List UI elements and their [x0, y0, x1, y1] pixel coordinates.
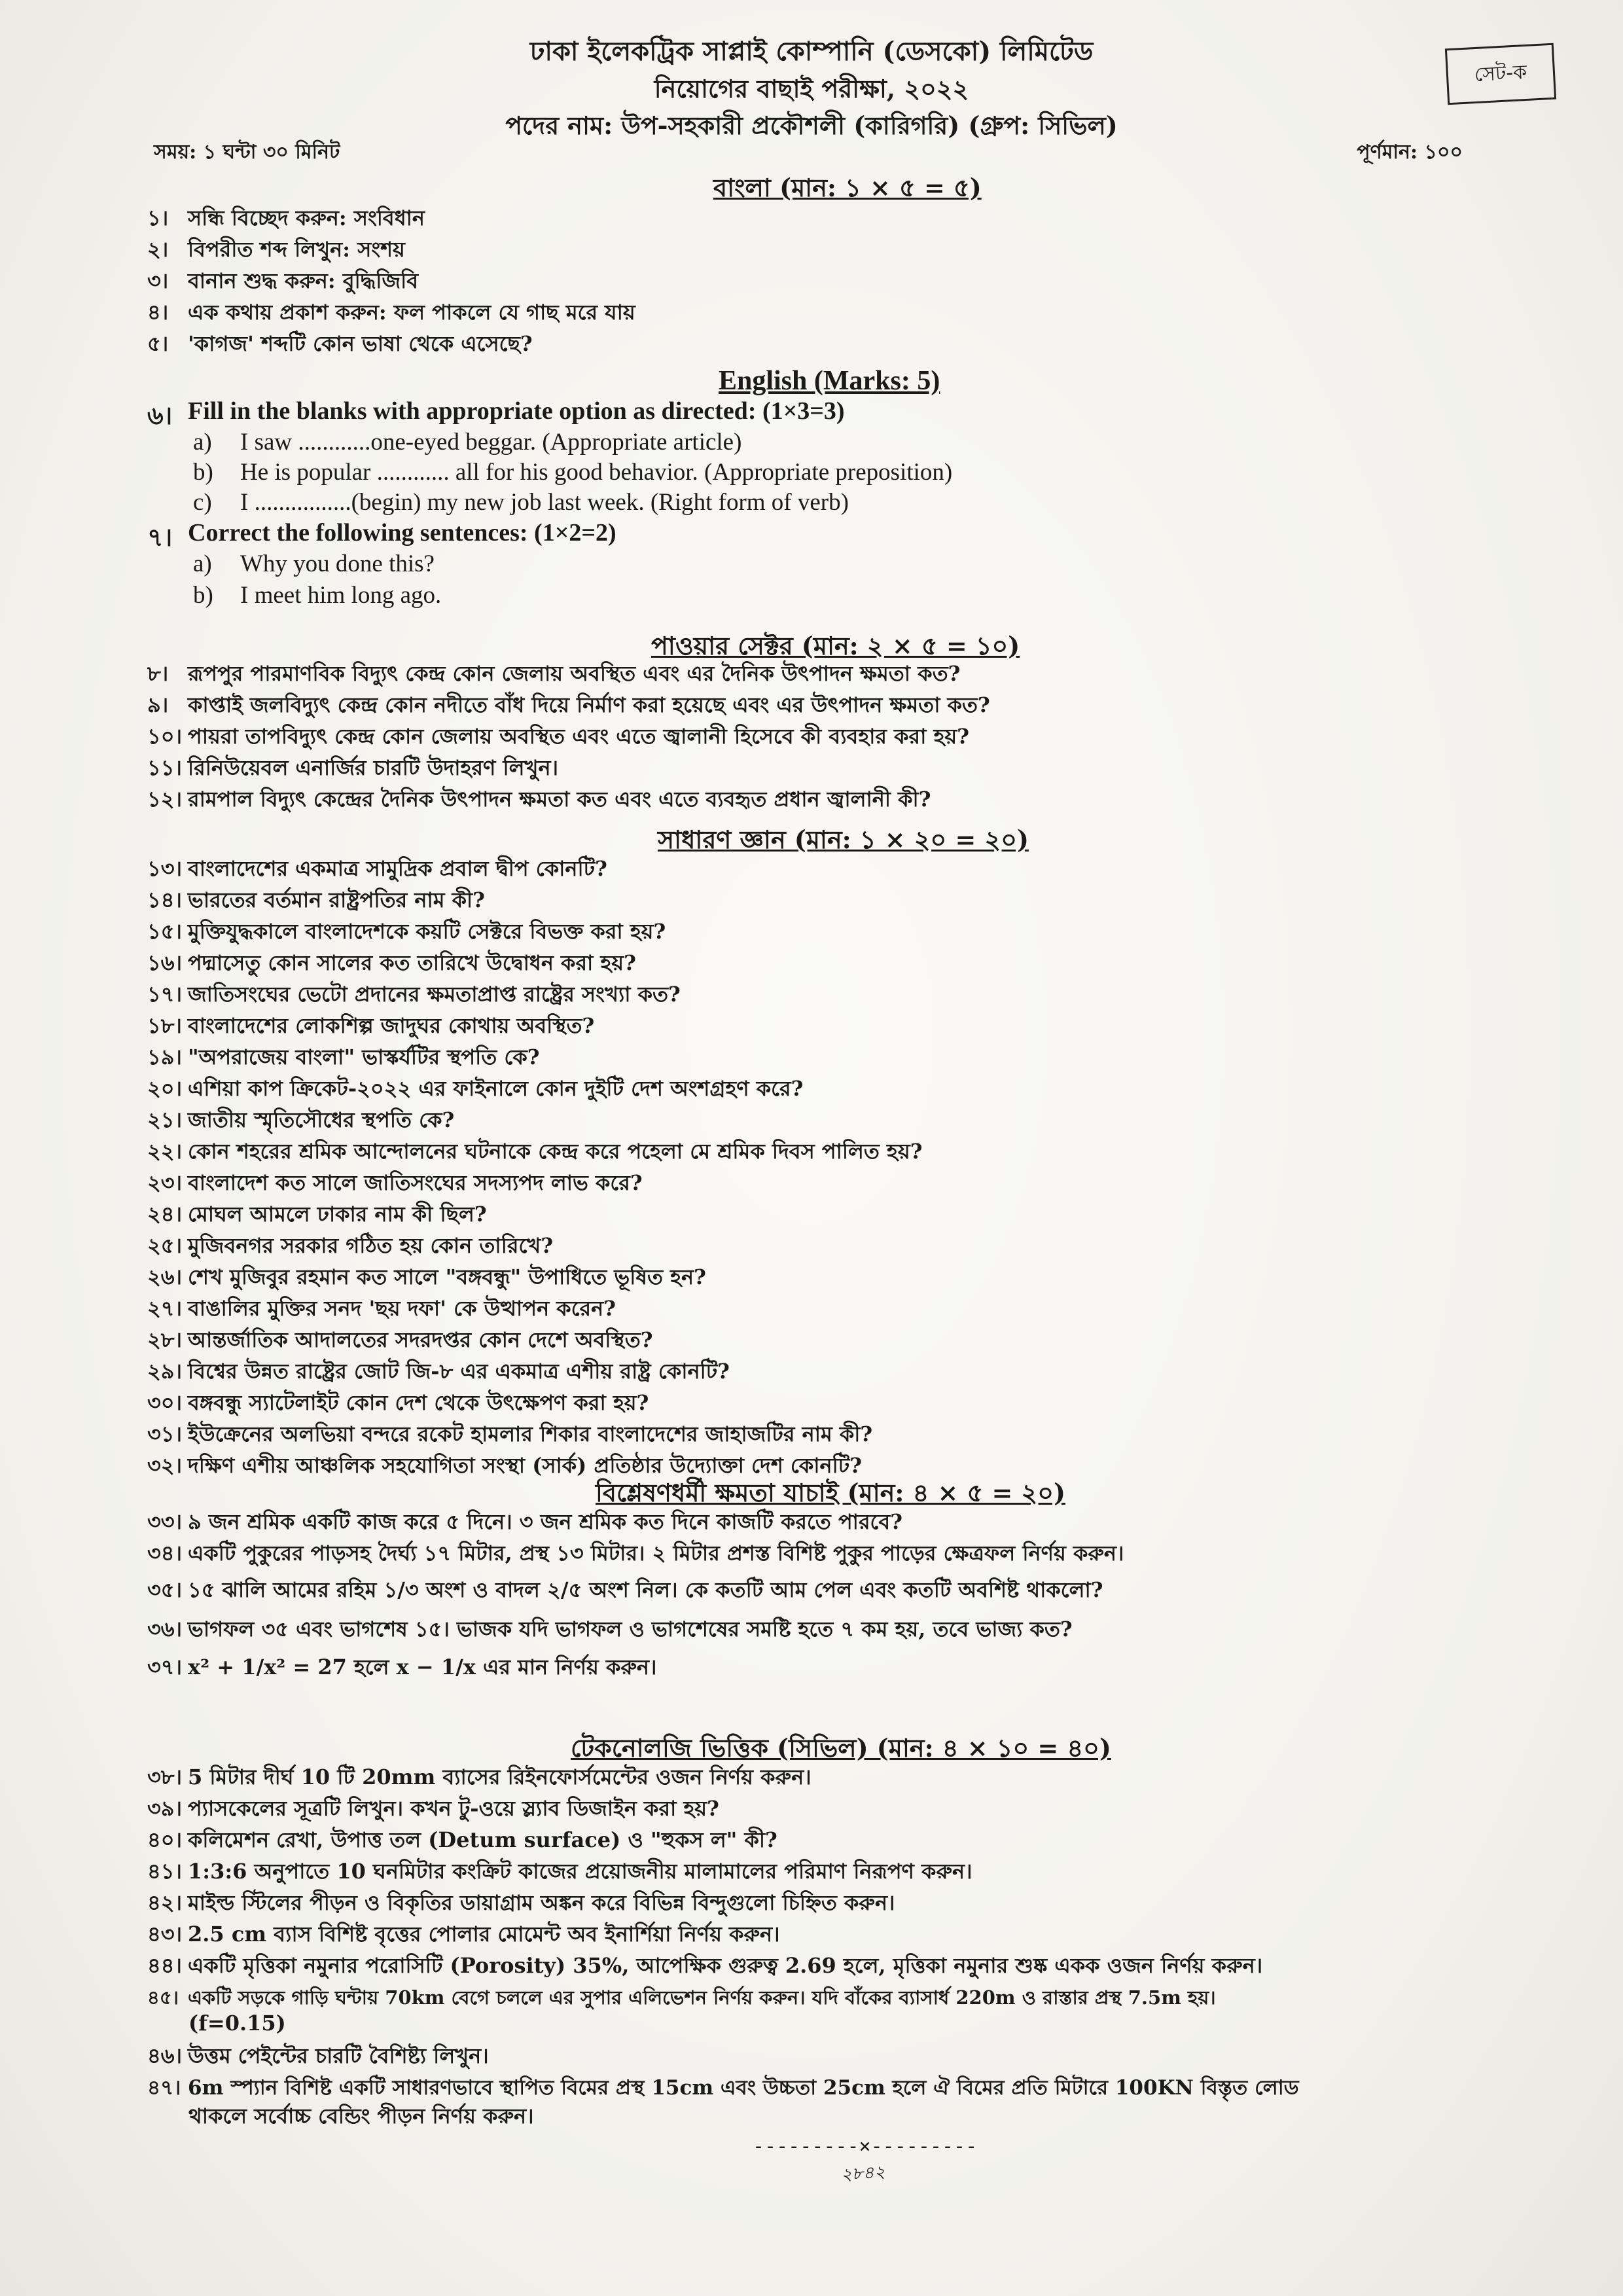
question-text: এশিয়া কাপ ক্রিকেট-২০২২ এর ফাইনালে কোন দুইটি দেশ অংশগ্রহণ করে? [188, 1076, 804, 1101]
question-text: রামপাল বিদ্যুৎ কেন্দ্রের দৈনিক উৎপাদন ক্ষমতা কত এবং এতে ব্যবহৃত প্রধান জ্বালানী কী? [188, 787, 931, 812]
question-text: ভারতের বর্তমান রাষ্ট্রপতির নাম কী? [188, 888, 485, 912]
question-11 [147, 751, 558, 787]
item-text: I saw ............one-eyed beggar. (Appropriate article) [240, 429, 742, 456]
question-text: মুক্তিযুদ্ধকালে বাংলাদেশকে কয়টি সেক্টরে বিভক্ত করা হয়? [188, 919, 666, 944]
question-number: ২৪। [147, 1202, 183, 1227]
question-text: রিনিউয়েবল এনার্জির চারটি উদাহরণ লিখুন। [188, 755, 559, 780]
question-number: ৩২। [147, 1453, 183, 1478]
question-number: ৪৪। [147, 1953, 182, 1978]
question-text: ভাগফল ৩৫ এবং ভাগশেষ ১৫। ভাজক যদি ভাগফল ও ভাগশেষের সমষ্টি হতে ৭ কম হয়, তবে ভাজ্য কত? [188, 1617, 1073, 1641]
question-40 [147, 1823, 777, 1859]
question-number: ৭। [147, 524, 173, 552]
question-46 [147, 2039, 489, 2075]
question-text: 2.5 cm ব্যাস বিশিষ্ট বৃত্তের পোলার মোমেন্ট অব ইনার্শিয়া নির্ণয় করুন। [188, 1922, 780, 1946]
section-bangla-title: বাংলা (মান: ১ × ৫ = ৫) [713, 173, 982, 202]
question-26 [147, 1261, 706, 1296]
question-38 [147, 1761, 812, 1796]
question-text: 6m স্প্যান বিশিষ্ট একটি সাধারণভাবে স্থাপিত বিমের প্রস্থ 15cm এবং উচ্চতা 25cm হলে ঐ বিমের প্রতি মিটারে 100KN বিস্তৃত লোড [188, 2076, 1299, 2100]
question-31 [147, 1418, 872, 1453]
question-number: ৩৬। [147, 1617, 183, 1641]
question-number: ২২। [147, 1139, 183, 1164]
question-text: মুজিবনগর সরকার গঠিত হয় কোন তারিখে? [188, 1233, 554, 1258]
question-number: ১২। [147, 787, 183, 812]
question-45 [147, 1983, 1216, 2015]
question-42 [147, 1886, 895, 1922]
question-number: ৪১। [147, 1859, 182, 1884]
english-item [193, 550, 435, 578]
question-text: বাঙালির মুক্তির সনদ 'ছয় দফা' কে উত্থাপন করেন? [188, 1296, 616, 1321]
question-9 [147, 689, 990, 724]
question-text: বিশ্বের উন্নত রাষ্ট্রের জোট জি-৮ এর একমাত্র এশীয় রাষ্ট্র কোনটি? [188, 1359, 730, 1384]
question-23 [147, 1166, 643, 1202]
question-5 [147, 327, 533, 363]
post-name: পদের নাম: উপ-সহকারী প্রকৌশলী (কারিগরি) (গ্রুপ: সিভিল) [505, 111, 1118, 140]
question-text: Correct the following sentences: (1×2=2) [188, 519, 616, 547]
question-text: বাংলাদেশ কত সালে জাতিসংঘের সদস্যপদ লাভ করে? [188, 1170, 643, 1195]
item-text: He is popular ............ all for his good behavior. (Appropriate preposition) [240, 459, 953, 486]
question-12 [147, 783, 931, 818]
question-number: ৩০। [147, 1390, 183, 1415]
question-number: ৪০। [147, 1827, 183, 1852]
question-22 [147, 1135, 922, 1170]
question-number: ১৭। [147, 982, 183, 1007]
question-text: দক্ষিণ এশীয় আঞ্চলিক সহযোগিতা সংস্থা (সার্ক) প্রতিষ্ঠার উদ্যোক্তা দেশ কোনটি? [188, 1453, 862, 1478]
set-label-box: সেট-ক [1445, 43, 1556, 105]
question-20 [147, 1072, 803, 1107]
question-45-continuation: (f=0.15) [188, 2011, 286, 2036]
question-number: ২৮। [147, 1327, 183, 1352]
question-text: x² + 1/x² = 27 হলে x − 1/x এর মান নির্ণয় করুন। [188, 1655, 657, 1679]
question-number: ৬। [147, 403, 173, 430]
question-text: মোঘল আমলে ঢাকার নাম কী ছিল? [188, 1202, 487, 1227]
question-number: ৪২। [147, 1890, 183, 1915]
question-text: পায়রা তাপবিদ্যুৎ কেন্দ্র কোন জেলায় অবস্থিত এবং এতে জ্বালানী হিসেবে কী ব্যবহার করা হয়? [188, 724, 969, 749]
question-number: ২০। [147, 1076, 183, 1101]
question-14 [147, 884, 485, 919]
question-number: ৩৩। [147, 1509, 183, 1534]
question-text: কাপ্তাই জলবিদ্যুৎ কেন্দ্র কোন নদীতে বাঁধ দিয়ে নির্মাণ করা হয়েছে এবং এর উৎপাদন ক্ষমতা কত? [188, 692, 990, 717]
question-text: ৯ জন শ্রমিক একটি কাজ করে ৫ দিনে। ৩ জন শ্রমিক কত দিনে কাজটি করতে পারবে? [188, 1509, 902, 1534]
question-text: কোন শহরের শ্রমিক আন্দোলনের ঘটনাকে কেন্দ্র করে পহেলা মে শ্রমিক দিবস পালিত হয়? [188, 1139, 923, 1164]
item-label: a) [193, 550, 212, 577]
question-number: ৪৩। [147, 1922, 183, 1946]
question-19 [147, 1041, 540, 1076]
english-item [193, 428, 741, 456]
question-number: ২৯। [147, 1359, 183, 1384]
question-text: বাংলাদেশের একমাত্র সামুদ্রিক প্রবাল দ্বীপ কোনটি? [188, 856, 607, 881]
question-text: 5 মিটার দীর্ঘ 10 টি 20mm ব্যাসের রিইনফোর্সমেন্টের ওজন নির্ণয় করুন। [188, 1765, 812, 1789]
item-text: I meet him long ago. [240, 582, 442, 609]
question-2 [147, 233, 405, 268]
question-text: কলিমেশন রেখা, উপাত্ত তল (Detum surface) ও "হুকস ল" কী? [188, 1827, 777, 1852]
question-text: বানান শুদ্ধ করুন: বুদ্ধিজিবি [188, 268, 419, 293]
question-number: ৩১। [147, 1422, 183, 1446]
question-number: ৪৭। [147, 2076, 181, 2100]
question-number: ১৯। [147, 1045, 182, 1069]
question-number: ১৮। [147, 1013, 182, 1038]
question-number: ২৭। [147, 1296, 183, 1321]
english-item [193, 488, 849, 516]
question-text: এক কথায় প্রকাশ করুন: ফল পাকলে যে গাছ মরে যায় [188, 300, 635, 325]
question-number: ১৪। [147, 888, 182, 912]
item-text: Why you done this? [240, 550, 435, 577]
question-text: মাইল্ড স্টিলের পীড়ন ও বিকৃতির ডায়াগ্রাম অঙ্কন করে বিভিন্ন বিন্দুগুলো চিহ্নিত করুন। [188, 1890, 895, 1915]
question-text: একটি পুকুরের পাড়সহ দৈর্ঘ্য ১৭ মিটার, প্রস্থ ১৩ মিটার। ২ মিটার প্রশস্ত বিশিষ্ট পুকুর পাড়ের ক্ষেত্রফল নির্ণয় করুন। [188, 1541, 1124, 1566]
exam-header [0, 33, 1623, 144]
question-24 [147, 1198, 487, 1233]
question-8 [147, 657, 960, 692]
question-37 [147, 1651, 656, 1686]
question-number: ৮। [147, 661, 169, 686]
question-35 [147, 1573, 1103, 1609]
question-25 [147, 1229, 553, 1265]
question-number: ১। [147, 206, 169, 230]
question-number: ৩৪। [147, 1541, 183, 1566]
question-43 [147, 1918, 780, 1953]
item-label: a) [193, 429, 212, 456]
question-number: ৩৭। [147, 1655, 183, 1679]
question-text: একটি মৃত্তিকা নমুনার পরোসিটি (Porosity) 35%, আপেক্ষিক গুরুত্ব 2.69 হলে, মৃত্তিকা নমুনার শুষ্ক একক ওজন নির্ণয় করুন। [188, 1953, 1263, 1978]
question-text: উত্তম পেইন্টের চারটি বৈশিষ্ট্য লিখুন। [188, 2043, 489, 2068]
question-36 [147, 1613, 1073, 1648]
question-number: ২১। [147, 1107, 183, 1132]
question-text: "অপরাজেয় বাংলা" ভাস্কর্যটির স্থপতি কে? [188, 1045, 540, 1069]
question-number: ৩। [147, 268, 169, 293]
question-text: ১৫ ঝালি আমের রহিম ১/৩ অংশ ও বাদল ২/৫ অংশ নিল। কে কতটি আম পেল এবং কতটি অবশিষ্ট থাকলো? [188, 1577, 1103, 1602]
question-41 [147, 1855, 972, 1890]
question-text: জাতীয় স্মৃতিসৌধের স্থপতি কে? [188, 1107, 455, 1132]
item-label: b) [193, 459, 213, 486]
question-13 [147, 852, 607, 888]
question-text: বিপরীত শব্দ লিখুন: সংশয় [188, 237, 405, 262]
question-number: ৯। [147, 692, 169, 717]
question-17 [147, 978, 681, 1013]
question-30 [147, 1386, 649, 1422]
section-power-title: পাওয়ার সেক্টর (মান: ২ × ৫ = ১০) [651, 631, 1020, 660]
question-text: ইউক্রেনের অলভিয়া বন্দরে রকেট হামলার শিকার বাংলাদেশের জাহাজটির নাম কী? [188, 1422, 873, 1446]
question-number: ৫। [147, 331, 169, 356]
question-text: 1:3:6 অনুপাতে 10 ঘনমিটার কংক্রিট কাজের প্রয়োজনীয় মালামালের পরিমাণ নিরূপণ করুন। [188, 1859, 972, 1884]
question-3 [147, 264, 418, 300]
question-39 [147, 1792, 719, 1827]
question-text: রূপপুর পারমাণবিক বিদ্যুৎ কেন্দ্র কোন জেলায় অবস্থিত এবং এর দৈনিক উৎপাদন ক্ষমতা কত? [188, 661, 961, 686]
section-gk-title: সাধারণ জ্ঞান (মান: ১ × ২০ = ২০) [658, 825, 1029, 854]
question-text: শেখ মুজিবুর রহমান কত সালে "বঙ্গবন্ধু" উপাধিতে ভূষিত হন? [188, 1265, 706, 1289]
exam-title: নিয়োগের বাছাই পরীক্ষা, ২০২২ [654, 74, 969, 103]
question-1 [147, 202, 425, 237]
question-text: পদ্মাসেতু কোন সালের কত তারিখে উদ্বোধন করা হয়? [188, 950, 636, 975]
section-analytical-title: বিশ্লেষণধর্মী ক্ষমতা যাচাই (মান: ৪ × ৫ = ২০) [596, 1478, 1065, 1507]
question-number: ১৩। [147, 856, 183, 881]
question-text: Fill in the blanks with appropriate option as directed: (1×3=3) [188, 397, 845, 425]
question-number: ২৬। [147, 1265, 183, 1289]
question-number: ১৫। [147, 919, 182, 944]
question-text: বঙ্গবন্ধু স্যাটেলাইট কোন দেশ থেকে উৎক্ষেপণ করা হয়? [188, 1390, 649, 1415]
handwritten-page-number: ২৮৪২ [840, 2162, 886, 2185]
question-34 [147, 1537, 1124, 1572]
question-number: ৪৬। [147, 2043, 183, 2068]
question-number: ৪৫। [147, 1986, 179, 2009]
question-33 [147, 1505, 902, 1541]
question-number: ১১। [147, 755, 182, 780]
question-number: ১৬। [147, 950, 183, 975]
item-label: b) [193, 582, 213, 609]
question-4 [147, 296, 635, 331]
question-10 [147, 720, 969, 755]
item-text: I ................(begin) my new job last week. (Right form of verb) [240, 489, 849, 516]
question-27 [147, 1292, 616, 1327]
question-text: আন্তর্জাতিক আদালতের সদরদপ্তর কোন দেশে অবস্থিত? [188, 1327, 653, 1352]
exam-time: সময়: ১ ঘন্টা ৩০ মিনিট [154, 141, 340, 164]
question-number: ২৩। [147, 1170, 183, 1195]
question-number: ২। [147, 237, 169, 262]
end-of-paper-line: ---------×--------- [753, 2135, 978, 2158]
question-44 [147, 1949, 1262, 1984]
question-text: বাংলাদেশের লোকশিল্প জাদুঘর কোথায় অবস্থিত? [188, 1013, 595, 1038]
question-text: 'কাগজ' শব্দটি কোন ভাষা থেকে এসেছে? [188, 331, 533, 356]
question-16 [147, 946, 636, 982]
question-15 [147, 915, 666, 950]
question-number: ৩৯। [147, 1796, 183, 1821]
item-label: c) [193, 489, 212, 516]
question-text: জাতিসংঘের ভেটো প্রদানের ক্ষমতাপ্রাপ্ত রাষ্ট্রের সংখ্যা কত? [188, 982, 681, 1007]
question-18 [147, 1009, 594, 1045]
english-item [193, 581, 441, 609]
question-number: ৩৫। [147, 1577, 183, 1602]
question-29 [147, 1355, 730, 1390]
full-marks: পূর্ণমান: ১০০ [1357, 141, 1463, 164]
question-28 [147, 1323, 653, 1359]
question-21 [147, 1103, 454, 1139]
organization-name: ঢাকা ইলেকট্রিক সাপ্লাই কোম্পানি (ডেসকো) লিমিটেড [529, 36, 1094, 67]
question-number: ১০। [147, 724, 183, 749]
section-tech-title: টেকনোলজি ভিত্তিক (সিভিল) (মান: ৪ × ১০ = ৪০) [571, 1733, 1111, 1763]
question-text: সন্ধি বিচ্ছেদ করুন: সংবিধান [188, 206, 425, 230]
english-item [193, 458, 952, 486]
question-number: ২৫। [147, 1233, 183, 1258]
exam-meta-row [154, 136, 1463, 170]
question-47-continuation: থাকলে সর্বোচ্চ বেন্ডিং পীড়ন নির্ণয় করুন। [188, 2104, 534, 2128]
question-text: প্যাসকেলের সূত্রটি লিখুন। কখন টু-ওয়ে স্ল্যাব ডিজাইন করা হয়? [188, 1796, 719, 1821]
question-number: ৪। [147, 300, 169, 325]
question-text: একটি সড়কে গাড়ি ঘন্টায় 70km বেগে চললে এর সুপার এলিভেশন নির্ণয় করুন। যদি বাঁকের ব্যাসার্ধ 220m ও রাস্তার প্রস্থ 7.5m হয়। [188, 1986, 1216, 2009]
section-english-title: English (Marks: 5) [719, 366, 940, 396]
question-number: ৩৮। [147, 1765, 183, 1789]
